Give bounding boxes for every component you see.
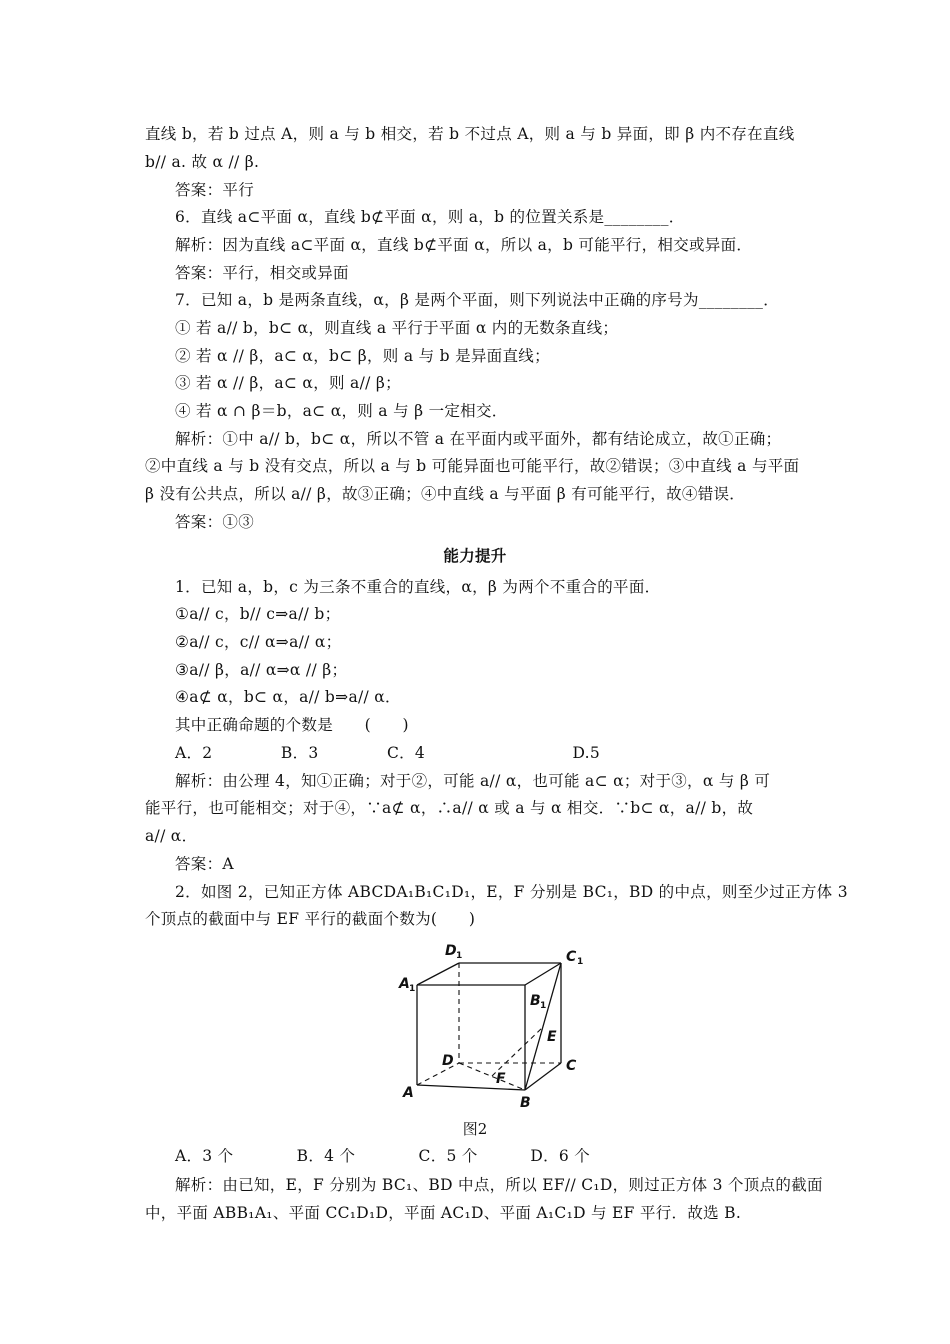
label-c: C xyxy=(566,1058,577,1074)
option-line: ② 若 α // β，a⊂ α，b⊂ β，则 a 与 b 是异面直线； xyxy=(175,347,550,365)
choices-line: A．2 B．3 C．4 D.5 xyxy=(175,744,601,762)
analysis-line: 解析：由已知，E，F 分别为 BC₁、BD 中点，所以 EF// C₁D，则过正方体 3 个顶点的截面 xyxy=(175,1176,823,1194)
label-sub: 1 xyxy=(456,951,463,961)
label-sub: 1 xyxy=(409,984,416,994)
text-line: b// a. 故 α // β. xyxy=(145,153,260,171)
option-line: ③ 若 α // β，a⊂ α，则 a// β； xyxy=(175,374,401,392)
figure-caption: 图2 xyxy=(462,1120,488,1138)
analysis-line: β 没有公共点，所以 a// β，故③正确；④中直线 a 与平面 β 有可能平行，故④错误． xyxy=(145,485,746,503)
answer-line: 答案：平行，相交或异面 xyxy=(175,264,349,282)
answer-line: 答案：A xyxy=(175,855,234,873)
answer-line: 答案：平行 xyxy=(175,181,255,199)
option-line: ④ 若 α ∩ β＝b，a⊂ α，则 a 与 β 一定相交． xyxy=(175,402,508,420)
label-sub: 1 xyxy=(577,957,584,967)
cube-diagram xyxy=(385,935,595,1115)
label-d1: D xyxy=(445,943,457,959)
question-2-cont: 个顶点的截面中与 EF 平行的截面个数为( ) xyxy=(145,910,476,928)
analysis-line: ②中直线 a 与 b 没有交点，所以 a 与 b 可能异面也可能平行，故②错误；③中直线 a 与平面 xyxy=(145,457,800,475)
section-heading: 能力提升 xyxy=(443,547,507,565)
label-a1: A xyxy=(399,976,410,992)
analysis-line: a// α． xyxy=(145,827,198,845)
label-f: F xyxy=(496,1071,506,1087)
label-b1: B xyxy=(530,993,541,1009)
label-d: D xyxy=(442,1053,454,1069)
text-line: 直线 b，若 b 过点 A，则 a 与 b 相交，若 b 不过点 A，则 a 与 b 异面，即 β 内不存在直线 xyxy=(145,125,795,143)
question-7: 7．已知 a，b 是两条直线，α，β 是两个平面，则下列说法中正确的序号为________． xyxy=(175,291,780,309)
analysis-line: 中，平面 ABB₁A₁、平面 CC₁D₁D，平面 AC₁D、平面 A₁C₁D 与 EF 平行．故选 B. xyxy=(145,1204,742,1222)
question-stem: 其中正确命题的个数是 ( ) xyxy=(175,716,409,734)
option-line: ④a⊄ α，b⊂ α，a// b⇒a// α． xyxy=(175,688,401,706)
cube-figure xyxy=(385,935,595,1115)
question-1: 1．已知 a，b，c 为三条不重合的直线，α，β 为两个不重合的平面． xyxy=(175,578,661,596)
option-line: ②a// c，c// α⇒a// α； xyxy=(175,633,342,651)
question-2: 2．如图 2，已知正方体 ABCDA₁B₁C₁D₁，E，F 分别是 BC₁，BD 的中点，则至少过正方体 3 xyxy=(175,883,848,901)
label-sub: 1 xyxy=(540,1001,547,1011)
label-e: E xyxy=(547,1029,557,1045)
label-b: B xyxy=(520,1095,531,1111)
analysis-line: 能平行，也可能相交；对于④，∵a⊄ α，∴a// α 或 a 与 α 相交．∵b⊂ α，a// b，故 xyxy=(145,799,754,817)
label-a: A xyxy=(403,1085,414,1101)
analysis-line: 解析：因为直线 a⊂平面 α，直线 b⊄平面 α，所以 a，b 可能平行，相交或异面． xyxy=(175,236,753,254)
question-6: 6．直线 a⊂平面 α，直线 b⊄平面 α，则 a，b 的位置关系是________． xyxy=(175,208,685,226)
option-line: ①a// c，b// c⇒a// b； xyxy=(175,605,341,623)
label-c1: C xyxy=(566,949,577,965)
option-line: ③a// β，a// α⇒α // β； xyxy=(175,661,348,679)
analysis-line: 解析：由公理 4，知①正确；对于②，可能 a// α，也可能 a⊂ α；对于③，α 与 β 可 xyxy=(175,772,771,790)
option-line: ① 若 a// b，b⊂ α，则直线 a 平行于平面 α 内的无数条直线； xyxy=(175,319,619,337)
choices-line: A．3 个 B．4 个 C．5 个 D．6 个 xyxy=(175,1147,591,1165)
answer-line: 答案：①③ xyxy=(175,513,255,531)
analysis-line: 解析：①中 a// b，b⊂ α，所以不管 a 在平面内或平面外，都有结论成立，故①正确； xyxy=(175,430,782,448)
